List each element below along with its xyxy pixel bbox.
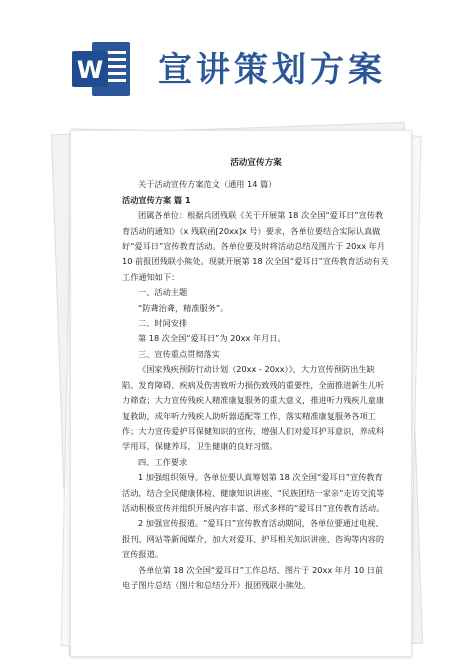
- paragraph: 各单位第 18 次全国“爱耳日”工作总结、图片于 20xx 年月 10 日前电子图片总结（图片和总结分开）报团残联小熊处。: [122, 564, 384, 590]
- word-icon: [70, 38, 132, 100]
- document-title: 活动宣传方案: [230, 158, 282, 168]
- header-banner: [0, 0, 474, 124]
- heading-activity-theme: 一、活动主题: [138, 287, 188, 298]
- paragraph: 《国家残疾预防行动计划（20xx - 20xx）》，大力宣传预防出生缺陷、发育障碍、疾病及伤害致听力损伤致残的重要性，全面推进新生儿听力筛查；大力宣传残疾人精准康复服务的重大意义，推进听力残疾儿童康复救助，成年听力残疾人助听器适配等工作，落实精准康复服务各项工作；大力宣传爱护耳保健知识的宣传，增强人们对爱耳护耳意识，养成科学用耳，保健养耳，卫生健康的良好习惯。: [122, 364, 385, 452]
- word-icon-letter: W: [76, 56, 104, 84]
- banner-title: 宣讲策划方案: [158, 50, 386, 90]
- paragraph: 第 18 次全国“爱耳日”为 20xx 年月日。: [138, 333, 286, 344]
- document-body: [122, 156, 390, 593]
- paragraph: “防聋治聋，精准服务”。: [138, 302, 229, 313]
- document-subtitle: 关于活动宣传方案范文（通用 14 篇）: [138, 179, 277, 190]
- heading-requirements: 四、工作要求: [138, 456, 188, 467]
- section-heading: 活动宣传方案 篇 1: [122, 194, 191, 205]
- heading-schedule: 二、时间安排: [138, 318, 188, 329]
- paragraph: 团属各单位：根据兵团残联《关于开展第 18 次全国“爱耳日”宣传教育活动的通知》（x 残联函[20xx]x 号）要求，各单位要结合实际认真做好“爱耳日”宣传教育活动。各单位要及时将活动总结及图片于 20xx 年月 10 前报团残联小熊处。现就开展第 18 次全国“爱耳日”宣传教育活动有关工作通知如下：: [122, 210, 389, 282]
- paragraph: 1 加强组织领导。各单位要认真筹划第 18 次全国“爱耳日”宣传教育活动，结合全民健康体检、健康知识讲座、“民族团结一家亲”走访交流等活动积极宣传并组织开展内容丰富、形式多样的“爱耳日”宣传教育活动。: [122, 472, 385, 513]
- heading-focus: 三、宣传重点贯彻落实: [138, 348, 220, 359]
- paragraph: 2 加强宣传报道。“爱耳日”宣传教育活动期间，各单位要通过电视、报刊、网站等新闻媒介，加大对爱耳、护耳相关知识讲座、咨询等内容的宣传报道。: [122, 518, 385, 560]
